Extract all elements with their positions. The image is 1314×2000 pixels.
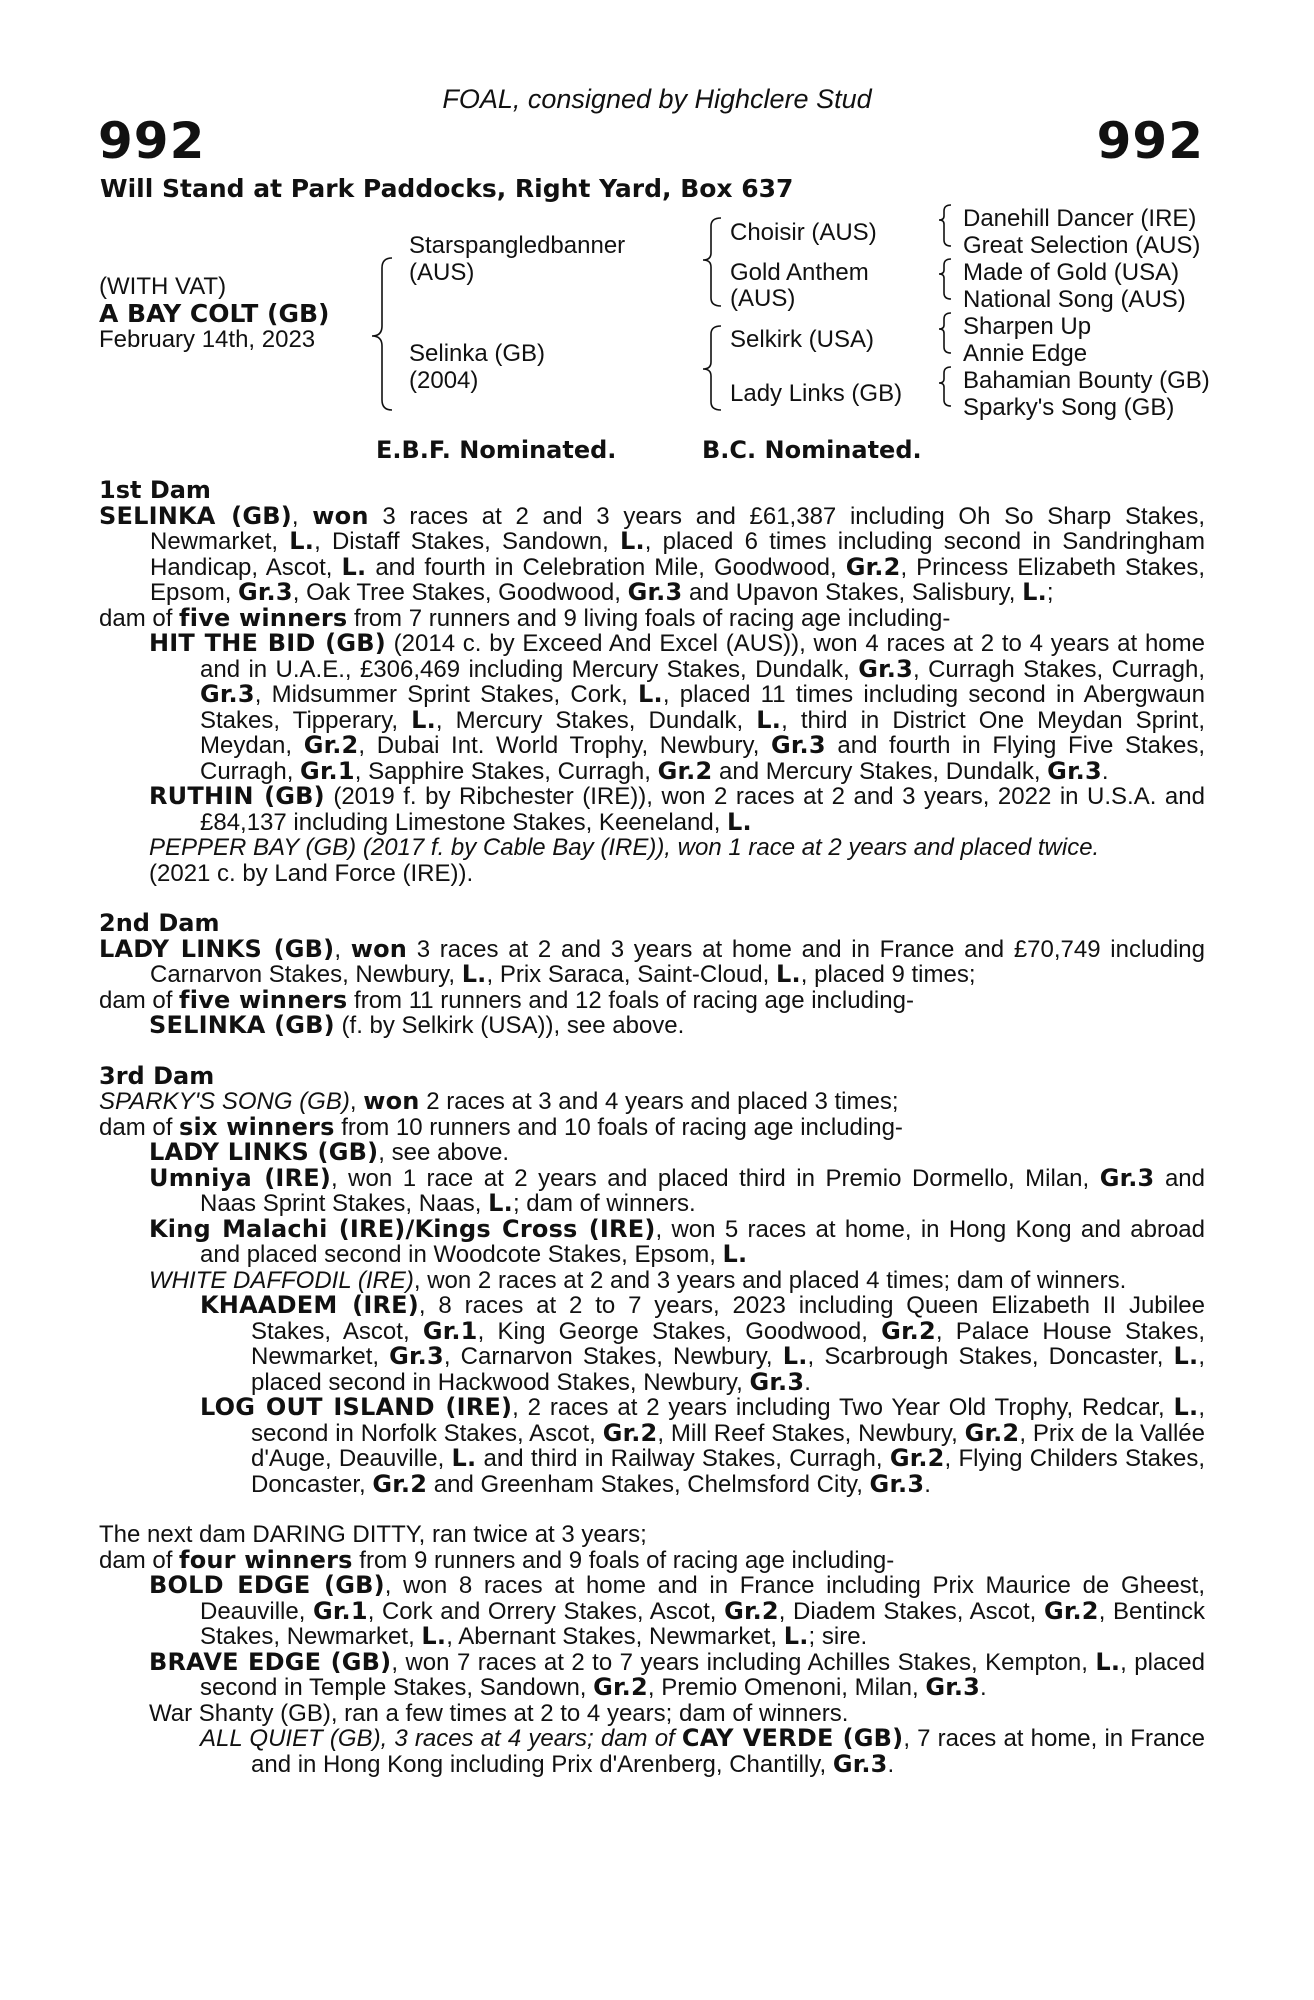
text-run: ; dam of winners. (512, 1190, 696, 1217)
bold-text: L. (722, 1240, 748, 1268)
family-entry (99, 1140, 1205, 1166)
text-run: , Abernant Stakes, Newmarket, (446, 1623, 784, 1650)
bold-text: L. (1173, 1342, 1199, 1370)
bold-text: L. (341, 552, 367, 581)
text-run: , placed 6 times including second in Sandringham Handicap, Ascot, (150, 528, 1205, 581)
text-run: , won 2 races at 2 and 3 years and placed 4 times; dam of winners. (413, 1266, 1127, 1294)
family-entry (99, 861, 1205, 887)
bold-text: L. (411, 705, 436, 734)
bold-text: Gr.3 (869, 1469, 925, 1498)
section-gap (99, 1039, 1205, 1064)
italic-text: SPARKY'S SONG (GB) (99, 1088, 350, 1115)
text-run: , Sapphire Stakes, Curragh, (354, 757, 658, 785)
bold-text: Gr.2 (372, 1469, 428, 1498)
text-run: (2014 c. by Exceed And Excel (AUS)), won 4 races at 2 to 4 years at home and in U.A.E., £306,469 including Mercury Stakes, Dundalk, (200, 630, 1205, 683)
bold-text: won (312, 501, 369, 530)
section-gap (99, 886, 1205, 911)
bold-text: Gr.3 (1099, 1163, 1155, 1192)
text-run: , Mill Reef Stakes, Newbury, (657, 1419, 965, 1447)
bold-text: Umniya (IRE) (149, 1163, 331, 1192)
text-run: , (334, 935, 351, 963)
family-entry (99, 784, 1205, 835)
bold-text: Gr.3 (858, 654, 913, 683)
text-run: . (887, 1750, 895, 1778)
bold-text: won (350, 934, 408, 963)
text-run: , won 1 race at 2 years and placed third in Premio Dormello, Milan, (330, 1164, 1100, 1192)
text-run: , placed 9 times; (800, 961, 976, 988)
sire-sire: Choisir (AUS) (730, 219, 877, 246)
bold-text: King Malachi (IRE)/Kings Cross (IRE) (149, 1214, 656, 1243)
ebf-nominated: E.B.F. Nominated. (376, 436, 617, 464)
gen3-8: Sparky's Song (GB) (963, 394, 1175, 421)
stand-location: Will Stand at Park Paddocks, Right Yard, Box 637 (100, 174, 794, 203)
family-entry (99, 631, 1205, 784)
family-entry (99, 501, 1206, 606)
text-run: from 10 runners and 10 foals of racing age including- (334, 1113, 903, 1141)
italic-text: WHITE DAFFODIL (IRE) (149, 1266, 414, 1294)
bold-text: L. (775, 960, 801, 988)
text-run: ; sire. (808, 1623, 868, 1650)
family-entry (99, 1163, 1205, 1217)
bold-text: Gr.2 (602, 1418, 658, 1447)
bold-text: five winners (179, 603, 348, 632)
text-run: , 2 races at 2 years including Two Year Old Trophy, Redcar, (512, 1394, 1174, 1421)
text-run: dam of (99, 1546, 180, 1574)
bold-text: Gr.3 (749, 1367, 805, 1396)
gen3-4: National Song (AUS) (963, 286, 1186, 313)
family-entry (99, 1522, 1205, 1548)
bold-text: L. (638, 680, 663, 708)
bold-text: CAY VERDE (GB) (681, 1724, 904, 1752)
text-run: , placed second in Temple Stakes, Sandown, (200, 1648, 1205, 1701)
bold-text: Gr.2 (303, 731, 359, 759)
text-run: from 7 runners and 9 living foals of racing age including- (347, 604, 951, 632)
text-run: . (980, 1674, 987, 1701)
text-run: , placed 11 times including second in Abergwaun Stakes, Tipperary, (200, 681, 1205, 734)
family-entry (99, 1395, 1205, 1497)
text-run: , Premio Omenoni, Milan, (647, 1674, 926, 1701)
text-run: 2 races at 3 and 4 years and placed 3 times; (419, 1088, 899, 1115)
text-run: and Naas Sprint Stakes, Naas, (200, 1164, 1205, 1217)
bold-text: Gr.3 (771, 731, 826, 759)
text-run: and fourth in Celebration Mile, Goodwood, (366, 553, 846, 581)
bold-text: six winners (179, 1112, 335, 1141)
bold-text: Gr.2 (845, 552, 901, 581)
italic-text: , 3 races at 4 years; dam of (380, 1725, 682, 1752)
family-entry (99, 1293, 1205, 1395)
sire-dam-origin: (AUS) (730, 285, 796, 312)
bold-text: L. (451, 1444, 477, 1472)
bold-text: LADY LINKS (GB) (99, 934, 335, 963)
bold-text: Gr.2 (889, 1444, 945, 1472)
text-run: and third in Railway Stakes, Curragh, (476, 1445, 890, 1472)
horse-name: A BAY COLT (GB) (99, 299, 330, 328)
text-run: , Curragh Stakes, Curragh, (913, 655, 1206, 683)
text-run: 3 races at 2 and 3 years at home and in France and £70,749 including Carnarvon Stakes, Newbury, (150, 935, 1206, 988)
text-run: ; (1046, 579, 1054, 606)
text-run: dam of (99, 1113, 180, 1141)
text-run: , Bentinck Stakes, Newmarket, (200, 1597, 1205, 1650)
family-entry (99, 1647, 1205, 1701)
text-run: , Prix de la Vallée d'Auge, Deauville, (251, 1419, 1205, 1472)
text-run: The next dam DARING DITTY, ran twice at 3 years; (99, 1521, 647, 1548)
bold-text: L. (783, 1622, 809, 1650)
family-entry (99, 1701, 1205, 1727)
bold-text: L. (782, 1342, 808, 1370)
text-run: , won 7 races at 2 to 7 years including Achilles Stakes, Kempton, (391, 1648, 1096, 1676)
family-entry (99, 985, 1205, 1014)
family-entry (99, 603, 1205, 632)
text-run: (2021 c. by Land Force (IRE)). (149, 859, 474, 887)
bold-text: L. (461, 960, 487, 988)
bold-text: HIT THE BID (GB) (149, 629, 386, 657)
section-heading: 1st Dam (99, 476, 211, 504)
family-entry (99, 1013, 1205, 1039)
text-run: , 7 races at home, in France and in Hong Kong including Prix d'Arenberg, Chantilly, (251, 1725, 1205, 1778)
bold-text: LOG OUT ISLAND (IRE) (200, 1393, 513, 1421)
bold-text: Gr.2 (881, 1316, 936, 1345)
consignor-line: FOAL, consigned by Highclere Stud (442, 84, 872, 114)
text-run: , Princess Elizabeth Stakes, Epsom, (150, 553, 1206, 606)
dam-sire: Selkirk (USA) (730, 326, 875, 353)
bold-text: Gr.2 (964, 1418, 1020, 1447)
family-entry (99, 1726, 1205, 1777)
text-run: 3 races at 2 and 3 years and £61,387 including Oh So Sharp Stakes, Newmarket, (150, 502, 1205, 555)
gen3-6: Annie Edge (963, 340, 1088, 367)
bold-text: Gr.3 (389, 1342, 444, 1370)
bold-text: Gr.3 (925, 1673, 981, 1701)
foaling-date: February 14th, 2023 (99, 326, 316, 353)
text-run: and Upavon Stakes, Salisbury, (682, 579, 1023, 606)
italic-text: (2017 f. by Cable Bay (IRE)), won 1 race at 2 years and placed twice. (356, 834, 1100, 861)
bold-text: L. (1022, 578, 1047, 606)
bold-text: SELINKA (GB) (99, 501, 292, 530)
text-run: , placed second in Hackwood Stakes, Newbury, (251, 1343, 1205, 1396)
text-run: , Oak Tree Stakes, Goodwood, (292, 579, 628, 606)
bold-text: BOLD EDGE (GB) (149, 1571, 385, 1599)
sire-origin: (AUS) (409, 259, 475, 286)
bold-text: L. (1173, 1393, 1199, 1421)
bold-text: Gr.2 (657, 756, 713, 785)
text-run: , won 8 races at home and in France including Prix Maurice de Gheest, Deauville, (200, 1572, 1205, 1625)
text-run: (2019 f. by Ribchester (IRE)), won 2 races at 2 and 3 years, 2022 in U.S.A. and £84,137 including Limestone Stakes, Keeneland, (200, 783, 1205, 836)
text-run: , Mercury Stakes, Dundalk, (435, 706, 757, 734)
text-run: , Dubai Int. World Trophy, Newbury, (358, 732, 772, 759)
text-run: , Midsummer Sprint Stakes, Cork, (254, 681, 638, 708)
text-run: , Diadem Stakes, Ascot, (778, 1597, 1044, 1625)
text-run: dam of (99, 986, 180, 1014)
gen3-3: Made of Gold (USA) (963, 259, 1180, 286)
bold-text: Gr.1 (422, 1316, 478, 1345)
bold-text: KHAADEM (IRE) (200, 1291, 419, 1319)
text-run: , won 5 races at home, in Hong Kong and abroad and placed second in Woodcote Stakes, Epsom, (200, 1215, 1205, 1268)
text-run: , see above. (378, 1139, 510, 1166)
text-run: , Scarbrough Stakes, Doncaster, (807, 1343, 1174, 1370)
vat-note: (WITH VAT) (99, 273, 227, 300)
bold-text: Gr.3 (1047, 756, 1102, 785)
family-entry (99, 1545, 1205, 1574)
bold-text: L. (289, 527, 315, 555)
text-run: , Palace House Stakes, Newmarket, (251, 1317, 1206, 1370)
family-entry (99, 835, 1205, 861)
dam-year: (2004) (409, 367, 479, 394)
text-run: and Greenham Stakes, Chelmsford City, (427, 1470, 870, 1498)
family-entry (99, 934, 1206, 988)
section-gap (99, 1497, 1205, 1522)
dam-dam: Lady Links (GB) (730, 380, 903, 407)
bold-text: SELINKA (GB) (149, 1011, 335, 1039)
italic-text: ALL QUIET (GB) (200, 1725, 381, 1752)
text-run: , King George Stakes, Goodwood, (477, 1317, 882, 1345)
text-run: War Shanty (GB), ran a few times at 2 to 4 years; dam of winners. (149, 1699, 849, 1727)
text-run: and Mercury Stakes, Dundalk, (712, 757, 1048, 785)
bold-text: L. (1095, 1647, 1121, 1676)
bold-text: Gr.3 (627, 578, 683, 606)
dam-name: Selinka (GB) (409, 340, 546, 367)
bold-text: BRAVE EDGE (GB) (149, 1647, 392, 1676)
text-run: , Prix Saraca, Saint-Cloud, (486, 961, 776, 988)
family-entry (99, 1268, 1205, 1294)
family-entry (99, 1089, 1205, 1115)
text-run: , 8 races at 2 to 7 years, 2023 including Queen Elizabeth II Jubilee Stakes, Ascot, (251, 1292, 1206, 1345)
text-run: and fourth in Flying Five Stakes, Curragh, (200, 732, 1206, 785)
family-details (99, 478, 1205, 1777)
text-run: , (291, 502, 313, 530)
text-run: . (804, 1368, 811, 1396)
family-entry (99, 1112, 1205, 1141)
text-run: , Distaff Stakes, Sandown, (314, 528, 620, 555)
bold-text: Gr.3 (832, 1749, 888, 1778)
text-run: , second in Norfolk Stakes, Ascot, (251, 1394, 1205, 1447)
bold-text: Gr.1 (300, 756, 355, 785)
text-run: dam of (99, 604, 180, 632)
bold-text: Gr.2 (1043, 1596, 1099, 1625)
gen3-5: Sharpen Up (963, 313, 1092, 340)
lot-number-left: 992 (98, 112, 206, 170)
bold-text: Gr.2 (593, 1673, 648, 1701)
gen3-1: Danehill Dancer (IRE) (963, 205, 1197, 232)
bold-text: five winners (179, 985, 348, 1014)
bold-text: L. (421, 1622, 447, 1650)
bc-nominated: B.C. Nominated. (702, 436, 922, 464)
sire-dam: Gold Anthem (730, 259, 869, 286)
text-run: . (1101, 757, 1109, 785)
family-entry (99, 1214, 1205, 1268)
text-run: , third in District One Meydan Sprint, Meydan, (200, 706, 1205, 759)
bold-text: LADY LINKS (GB) (149, 1138, 379, 1166)
family-entry (99, 1573, 1205, 1650)
bold-text: RUTHIN (GB) (149, 782, 325, 810)
text-run: . (924, 1470, 931, 1498)
text-run: , (349, 1088, 364, 1115)
text-run: , Flying Childers Stakes, Doncaster, (251, 1445, 1206, 1498)
text-run: , Carnarvon Stakes, Newbury, (443, 1343, 783, 1370)
text-run: , Cork and Orrery Stakes, Ascot, (367, 1597, 725, 1625)
section-heading: 3rd Dam (99, 1061, 215, 1090)
bold-text: Gr.1 (312, 1596, 368, 1625)
gen3-2: Great Selection (AUS) (963, 232, 1201, 259)
sire-name: Starspangledbanner (409, 232, 626, 259)
bold-text: Gr.2 (724, 1596, 779, 1625)
text-run: from 9 runners and 9 foals of racing age including- (352, 1546, 895, 1574)
bold-text: L. (488, 1189, 513, 1217)
lot-number-right: 992 (1096, 112, 1204, 170)
bold-text: four winners (179, 1545, 353, 1574)
gen3-7: Bahamian Bounty (GB) (963, 367, 1210, 394)
italic-text: PEPPER BAY (GB) (149, 834, 357, 861)
text-run: (f. by Selkirk (USA)), see above. (334, 1012, 685, 1039)
bold-text: Gr.3 (200, 680, 255, 708)
section-heading: 2nd Dam (99, 909, 220, 937)
bold-text: won (363, 1087, 420, 1115)
bold-text: L. (727, 807, 752, 836)
text-run: from 11 runners and 12 foals of racing age including- (347, 986, 914, 1014)
bold-text: L. (756, 705, 782, 734)
bold-text: L. (619, 527, 645, 555)
bold-text: Gr.3 (238, 578, 293, 606)
